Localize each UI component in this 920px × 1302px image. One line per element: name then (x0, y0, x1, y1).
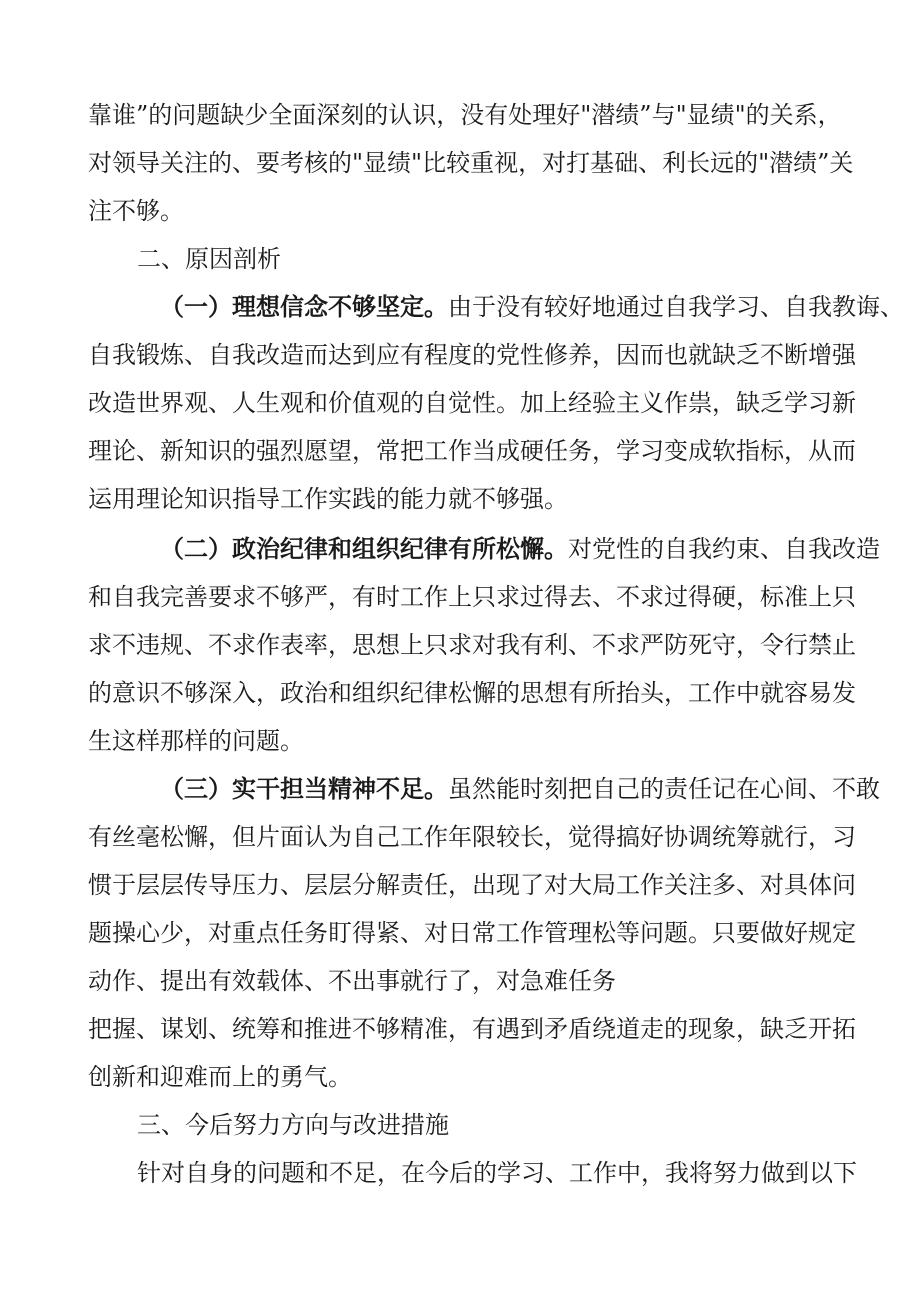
paragraph-line: 运用理论知识指导工作实践的能力就不够强。 (88, 485, 568, 513)
paragraph-line: 对领导关注的、要考核的"显绩"比较重视，对打基础、利长远的"潜绩”关 (88, 149, 854, 177)
subsection-3-text: 虽然能时刻把自己的责任记在心间、不敢 (448, 775, 880, 803)
paragraph-line: 自我锻炼、自我改造而达到应有程度的党性修养，因而也就缺乏不断增强 (88, 341, 856, 369)
paragraph-line: 创新和迎难而上的勇气。 (88, 1063, 352, 1091)
paragraph-line: 生这样那样的问题。 (88, 727, 304, 755)
paragraph-line: 和自我完善要求不够严，有时工作上只求过得去、不求过得硬，标准上只 (88, 583, 856, 611)
paragraph-line: 理论、新知识的强烈愿望，常把工作当成硬任务，学习变成软指标，从而 (88, 437, 856, 465)
paragraph-line: 注不够。 (88, 197, 184, 225)
subsection-3-heading: （三）实干担当精神不足。 (160, 774, 448, 803)
paragraph-line: 惯于层层传导压力、层层分解责任，出现了对大局工作关注多、对具体问 (88, 871, 856, 899)
paragraph-line: 求不违规、不求作表率，思想上只求对我有利、不求严防死守，令行禁止 (88, 631, 856, 659)
subsection-2-heading: （二）政治纪律和组织纪律有所松懈。 (160, 534, 568, 563)
paragraph-line: 靠谁”的问题缺少全面深刻的认识，没有处理好"潜绩”与"显绩"的关系， (88, 101, 842, 129)
subsection-2-text: 对党性的自我约束、自我改造 (568, 535, 880, 563)
section-heading-future-direction: 三、今后努力方向与改进措施 (137, 1111, 449, 1139)
subsection-3-first-line (160, 773, 880, 805)
paragraph-line: 针对自身的问题和不足，在今后的学习、工作中，我将努力做到以下 (137, 1159, 857, 1187)
paragraph-line: 改造世界观、人生观和价值观的自觉性。加上经验主义作祟，缺乏学习新 (88, 389, 856, 417)
paragraph-line: 的意识不够深入，政治和组织纪律松懈的思想有所抬头，工作中就容易发 (88, 679, 856, 707)
section-heading-cause-analysis: 二、原因剖析 (137, 245, 281, 273)
subsection-1-first-line (160, 291, 904, 323)
paragraph-line: 把握、谋划、统筹和推进不够精准，有遇到矛盾绕道走的现象，缺乏开拓 (88, 1015, 856, 1043)
paragraph-line: 有丝毫松懈，但片面认为自己工作年限较长，觉得搞好协调统筹就行，习 (88, 823, 856, 851)
paragraph-line: 动作、提出有效载体、不出事就行了，对急难任务 (88, 967, 616, 995)
subsection-1-heading: （一）理想信念不够坚定。 (160, 292, 448, 321)
paragraph-line: 题操心少，对重点任务盯得紧、对日常工作管理松等问题。只要做好规定 (88, 919, 856, 947)
subsection-1-text: 由于没有较好地通过自我学习、自我教诲、 (448, 293, 904, 321)
subsection-2-first-line (160, 533, 880, 565)
